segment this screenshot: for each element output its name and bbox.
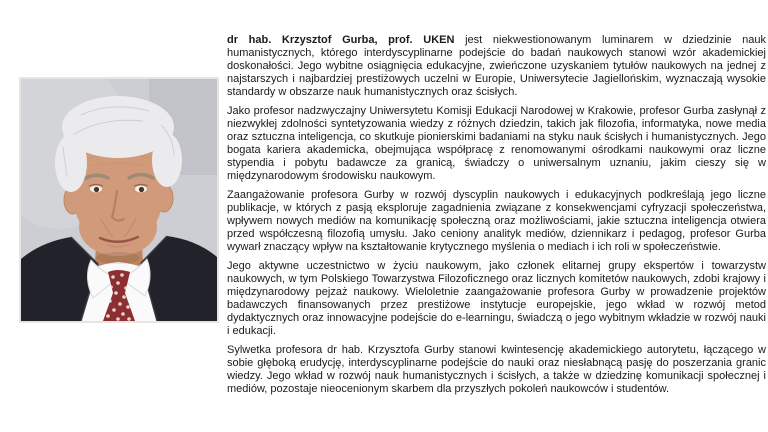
bio-paragraph-1 — [227, 34, 766, 99]
person-name: dr hab. Krzysztof Gurba, prof. UKEN — [227, 34, 455, 46]
bio-text — [227, 34, 766, 402]
bio-paragraph-3: Zaangażowanie profesora Gurby w rozwój dyscyplin naukowych i edukacyjnych podkreślają jego liczne publikacje, w których z pasją eksploruje zagadnienia związane z konsekwencjami cyfryzacji społeczeństwa, wpływem nowych mediów na komunikację społeczną oraz możliwościami, jakie sztuczna inteligencja otwiera przed współczesną filozofią umysłu. Jako ceniony analityk mediów, dziennikarz i pedagog, profesor Gurba wywarł znaczący wpływ na kształtowanie krytycznego myślenia o mediach i ich roli w społeczeństwie. — [227, 189, 766, 253]
portrait-illustration — [21, 79, 217, 321]
iris-left — [94, 187, 99, 192]
bio-paragraph-1-text: jest niekwestionowanym luminarem w dziedzinie nauk humanistycznych, którego interdyscyplinarne podejście do badań naukowych stanowi wzór akademickiej doskonałości. Jego wybitne osiągnięcia edukacyjne, zwieńczone uzyskaniem tytułów naukowych na jednej z najstarszych i najbardziej prestiżowych uczelni w Europie, Uniwersytecie Jagiellońskim, wyznaczają wysokie standardy w obszarze nauk humanistycznych oraz ścisłych. — [227, 34, 766, 98]
bio-paragraph-5: Sylwetka profesora dr hab. Krzysztofa Gurby stanowi kwintesencję akademickiego autorytetu, łączącego w sobie głęboką erudycję, interdyscyplinarne podejście do nauki oraz niesłabnącą pasję do poszerzania granic wiedzy. Jego wkład w rozwój nauk humanistycznych i ścisłych, a także w dziedzinę komunikacji społecznej i mediów, pozostaje nieocenionym skarbem dla przyszłych pokoleń naukowców i studentów. — [227, 344, 766, 395]
iris-right — [139, 187, 144, 192]
chin-shadow — [96, 252, 140, 264]
bio-paragraph-2: Jako profesor nadzwyczajny Uniwersytetu Komisji Edukacji Narodowej w Krakowie, profesor Gurba zasłynął z niezwykłej zdolności syntetyzowania wiedzy z różnych dziedzin, takich jak filozofia, informatyka, nowe media oraz sztuczna inteligencja, co skutkuje pionierskimi badaniami na styku nauk ścisłych i humanistycznych. Jego bogata kariera akademicka, obejmująca współpracę z renomowanymi ośrodkami naukowymi oraz liczne stypendia i pobytu badawcze za granicą, świadczy o uniwersalnym uznaniu, jakim cieszy się w międzynarodowym środowisku naukowym. — [227, 105, 766, 182]
portrait-photo — [19, 77, 219, 323]
bio-paragraph-4: Jego aktywne uczestnictwo w życiu naukowym, jako członek elitarnej grupy ekspertów i towarzystw naukowych, w tym Polskiego Towarzystwa Filozoficznego oraz licznych komitetów naukowych, zdobi krajowy i międzynarodowy pejzaż naukowy. Wieloletnie zaangażowanie profesora Gurby w prowadzenie projektów badawczych finansowanych przez prestiżowe instytucje europejskie, jego wkład w rozwój metod dydaktycznych oraz innowacyjne podejście do e-learningu, świadczą o jego wybitnym wkładzie w rozwój nauki i edukacji. — [227, 260, 766, 337]
